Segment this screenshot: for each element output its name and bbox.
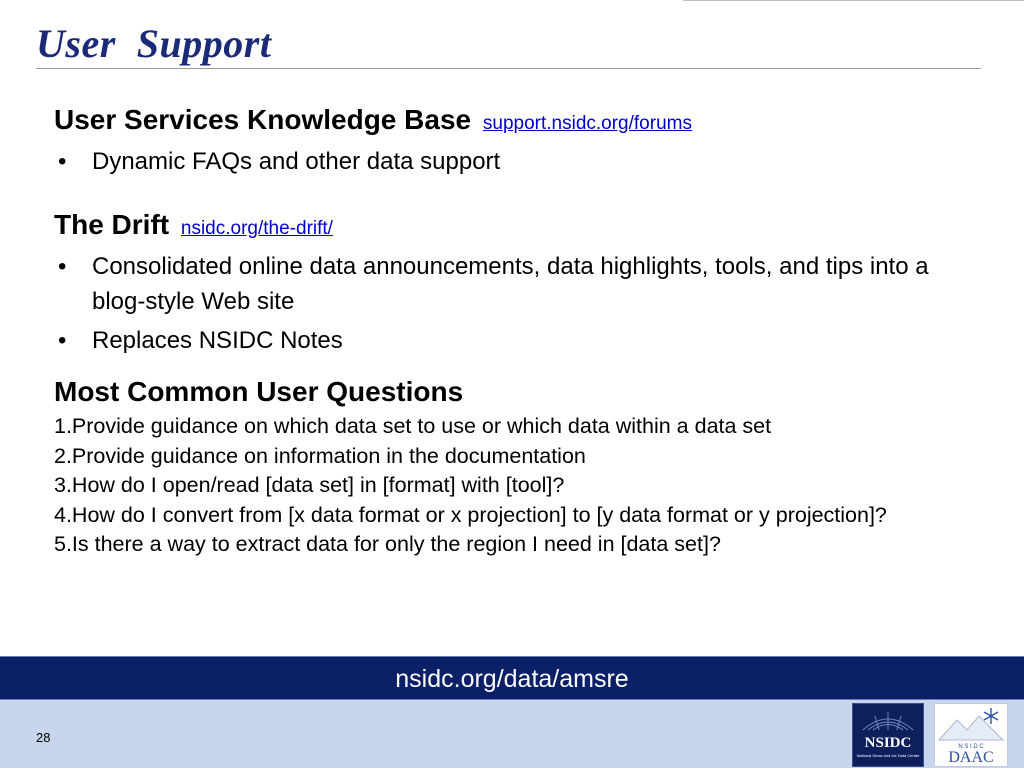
- knowledge-base-heading: [54, 100, 974, 144]
- drift-link[interactable]: nsidc.org/the-drift/: [180, 218, 333, 239]
- nsidc-logo: [852, 703, 924, 767]
- drift-title: The Drift: [54, 209, 170, 240]
- svg-text:DAAC: DAAC: [948, 749, 994, 766]
- drift-heading: [54, 205, 974, 249]
- knowledge-base-bullets: [54, 144, 974, 179]
- svg-text:NSIDC: NSIDC: [864, 735, 912, 751]
- list-item: • Replaces NSIDC Notes: [54, 323, 974, 358]
- top-decor-line: [683, 0, 1024, 1]
- footer-url-bar: [0, 656, 1024, 700]
- knowledge-base-title: User Services Knowledge Base: [54, 104, 472, 135]
- bullet-dot-icon: •: [58, 253, 67, 280]
- globe-grid-icon: [853, 704, 923, 766]
- list-item: • Dynamic FAQs and other data support: [54, 144, 974, 179]
- slide-content: [54, 100, 974, 560]
- daac-mark: [935, 704, 1007, 766]
- questions-heading: Most Common User Questions: [54, 376, 464, 407]
- knowledge-base-link[interactable]: support.nsidc.org/forums: [482, 113, 692, 134]
- footer-url: nsidc.org/data/amsre: [395, 665, 629, 693]
- list-item: 4.How do I convert from [x data format or x projection] to [y data format or y projection]?: [54, 502, 887, 527]
- bullet-dot-icon: •: [58, 148, 67, 175]
- svg-text:N S I D C: N S I D C: [958, 744, 984, 750]
- daac-logo: [934, 703, 1008, 767]
- list-item: 3.How do I open/read [data set] in [format] with [tool]?: [54, 473, 565, 497]
- bullet-dot-icon: •: [58, 327, 67, 354]
- list-item: • Consolidated online data announcements, data highlights, tools, and tips into a blog-style Web site: [54, 249, 974, 319]
- svg-text:National Snow and Ice Data Cen: National Snow and Ice Data Center: [856, 753, 920, 758]
- list-item: 2.Provide guidance on information in the documentation: [54, 443, 586, 468]
- slide-title: User Support: [36, 21, 272, 66]
- list-item: 1.Provide guidance on which data set to use or which data within a data set: [54, 414, 772, 438]
- page-number: 28: [36, 730, 51, 745]
- questions-list: [54, 412, 974, 560]
- title-divider: [36, 68, 981, 69]
- drift-bullets: [54, 249, 974, 358]
- snowflake-icon: [984, 708, 998, 724]
- list-item: 5.Is there a way to extract data for only the region I need in [data set]?: [54, 532, 721, 556]
